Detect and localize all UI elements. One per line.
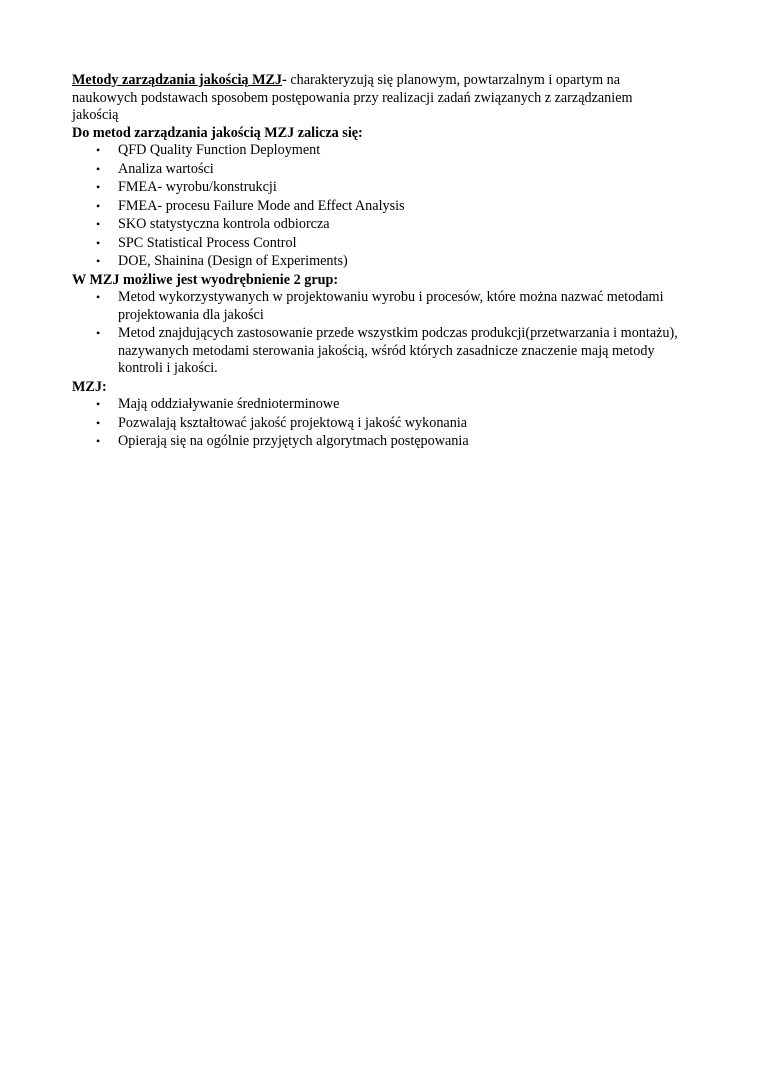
section2-heading: W MZJ możliwe jest wyodrębnienie 2 grup: [72, 271, 339, 288]
list-item-text: Opierają się na ogólnie przyjętych algorytmach postępowania [118, 433, 469, 449]
bullet-icon: • [96, 198, 101, 213]
bullet-icon: • [96, 235, 101, 250]
section1-list [72, 142, 682, 271]
intro-dash: - [282, 72, 287, 88]
list-item-text: FMEA- procesu Failure Mode and Effect Analysis [118, 197, 405, 214]
intro-lead-term: Metody zarządzania jakością MZJ [72, 72, 283, 88]
list-item [72, 415, 682, 433]
list-item [72, 198, 682, 216]
list-item [72, 216, 682, 234]
bullet-icon: • [96, 326, 101, 340]
bullet-icon: • [96, 290, 101, 304]
section1-heading: Do metod zarządzania jakością MZJ zalicza się: [72, 124, 363, 141]
list-item-text: SKO statystyczna kontrola odbiorcza [118, 216, 330, 232]
intro-paragraph [72, 72, 682, 125]
list-item [72, 396, 682, 414]
list-item-text: Analiza wartości [118, 160, 214, 177]
list-item-text: DOE, Shainina (Design of Experiments) [118, 253, 348, 269]
bullet-icon: • [96, 143, 101, 157]
list-item [72, 179, 682, 197]
bullet-icon: • [96, 161, 101, 176]
bullet-icon: • [96, 217, 101, 231]
list-item [72, 253, 682, 271]
bullet-icon: • [96, 254, 101, 268]
list-item-text: Mają oddziaływanie średnioterminowe [118, 396, 340, 412]
document-page [72, 72, 682, 452]
list-item [72, 289, 682, 324]
list-item [72, 235, 682, 253]
list-item-text: Metod wykorzystywanych w projektowaniu wyrobu i procesów, które można nazwać metodami projektowania dla jakości [118, 289, 664, 323]
list-item-text: Pozwalają kształtować jakość projektową i jakość wykonania [118, 414, 468, 431]
list-item-text: FMEA- wyrobu/konstrukcji [118, 179, 277, 195]
list-item [72, 325, 682, 378]
list-item [72, 142, 682, 160]
list-item [72, 161, 682, 179]
section3-list [72, 396, 682, 451]
list-item [72, 433, 682, 451]
list-item-text: QFD Quality Function Deployment [118, 142, 321, 158]
bullet-icon: • [96, 415, 101, 430]
intro-text: charakteryzują się planowym, powtarzalnym i opartym na naukowych podstawach sposobem postępowania przy realizacji zadań związanych z zarządzaniem jakością [72, 72, 633, 123]
list-item-text: Metod znajdujących zastosowanie przede wszystkim podczas produkcji(przetwarzania i montażu), nazywanych metodami sterowania jakością, wśród których zasadnicze znaczenie mają metody kontroli i jakości. [118, 325, 678, 376]
bullet-icon: • [96, 397, 101, 411]
list-item-text: SPC Statistical Process Control [118, 234, 297, 251]
section3-heading: MZJ: [72, 378, 107, 395]
bullet-icon: • [96, 180, 101, 194]
section2-list [72, 289, 682, 378]
bullet-icon: • [96, 434, 101, 448]
